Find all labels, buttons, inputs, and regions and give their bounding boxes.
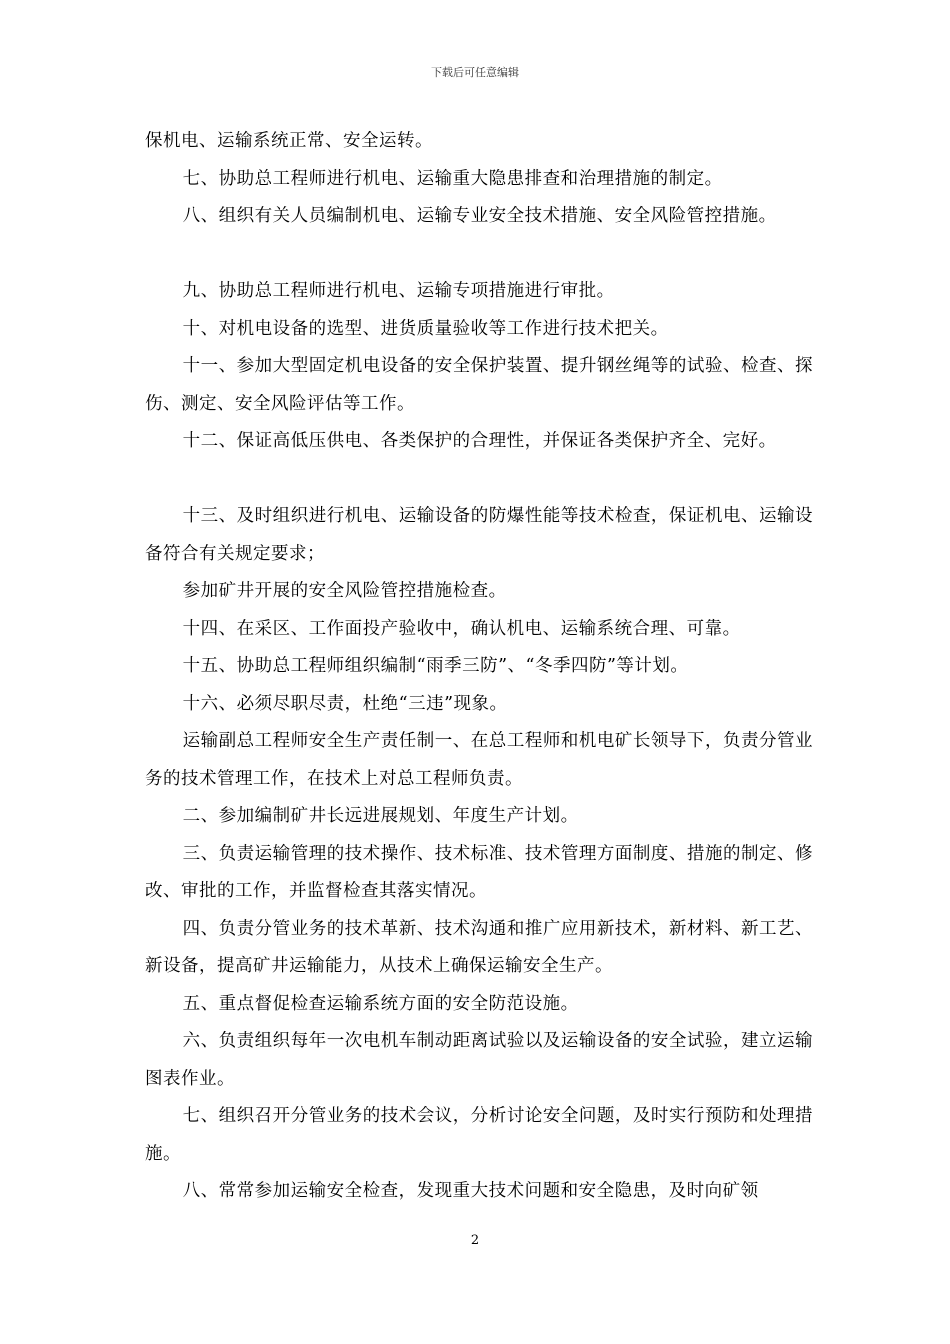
paragraph: 参加矿井开展的安全风险管控措施检查。 — [182, 581, 507, 601]
paragraph: 保机电、运输系统正常、安全运转。 — [145, 131, 433, 151]
paragraph: 六、负责组织每年一次电机车制动距离试验以及运输设备的安全试验，建立运输图表作业。 — [145, 1031, 813, 1089]
paragraph: 运输副总工程师安全生产责任制一、在总工程师和机电矿长领导下，负责分管业务的技术管理工作，在技术上对总工程师负责。 — [145, 731, 813, 789]
paragraph: 十五、协助总工程师组织编制“雨季三防”、“冬季四防”等计划。 — [182, 656, 689, 676]
paragraph: 十一、参加大型固定机电设备的安全保护装置、提升钢丝绳等的试验、检查、探伤、测定、安全风险评估等工作。 — [145, 356, 813, 414]
paragraph: 三、负责运输管理的技术操作、技术标准、技术管理方面制度、措施的制定、修改、审批的工作，并监督检查其落实情况。 — [145, 843, 813, 901]
paragraph: 七、组织召开分管业务的技术会议，分析讨论安全问题，及时实行预防和处理措施。 — [145, 1106, 813, 1164]
paragraph: 四、负责分管业务的技术革新、技术沟通和推广应用新技术，新材料、新工艺、新设备，提高矿井运输能力，从技术上确保运输安全生产。 — [145, 918, 813, 976]
blank-line — [145, 236, 813, 274]
paragraph: 十、对机电设备的选型、进货质量验收等工作进行技术把关。 — [182, 318, 669, 339]
paragraph: 十六、必须尽职尽责，杜绝“三违”现象。 — [182, 693, 508, 714]
paragraph: 十四、在采区、工作面投产验收中，确认机电、运输系统合理、可靠。 — [182, 618, 741, 639]
paragraph: 八、组织有关人员编制机电、运输专业安全技术措施、安全风险管控措施。 — [182, 206, 777, 226]
document-body — [145, 123, 813, 1211]
blank-line — [145, 461, 813, 499]
paragraph: 八、常常参加运输安全检查，发现重大技术问题和安全隐患，及时向矿领 — [182, 1181, 759, 1201]
paragraph: 十三、及时组织进行机电、运输设备的防爆性能等技术检查，保证机电、运输设备符合有关规定要求； — [145, 506, 813, 564]
paragraph: 七、协助总工程师进行机电、运输重大隐患排查和治理措施的制定。 — [182, 168, 723, 189]
page-number: 2 — [470, 1233, 480, 1248]
paragraph: 九、协助总工程师进行机电、运输专项措施进行审批。 — [182, 281, 615, 301]
paragraph: 十二、保证高低压供电、各类保护的合理性，并保证各类保护齐全、完好。 — [182, 431, 777, 451]
paragraph: 五、重点督促检查运输系统方面的安全防范设施。 — [182, 993, 579, 1014]
page-header: 下载后可任意编辑 — [431, 66, 519, 79]
paragraph: 二、参加编制矿井长远进展规划、年度生产计划。 — [182, 806, 579, 826]
